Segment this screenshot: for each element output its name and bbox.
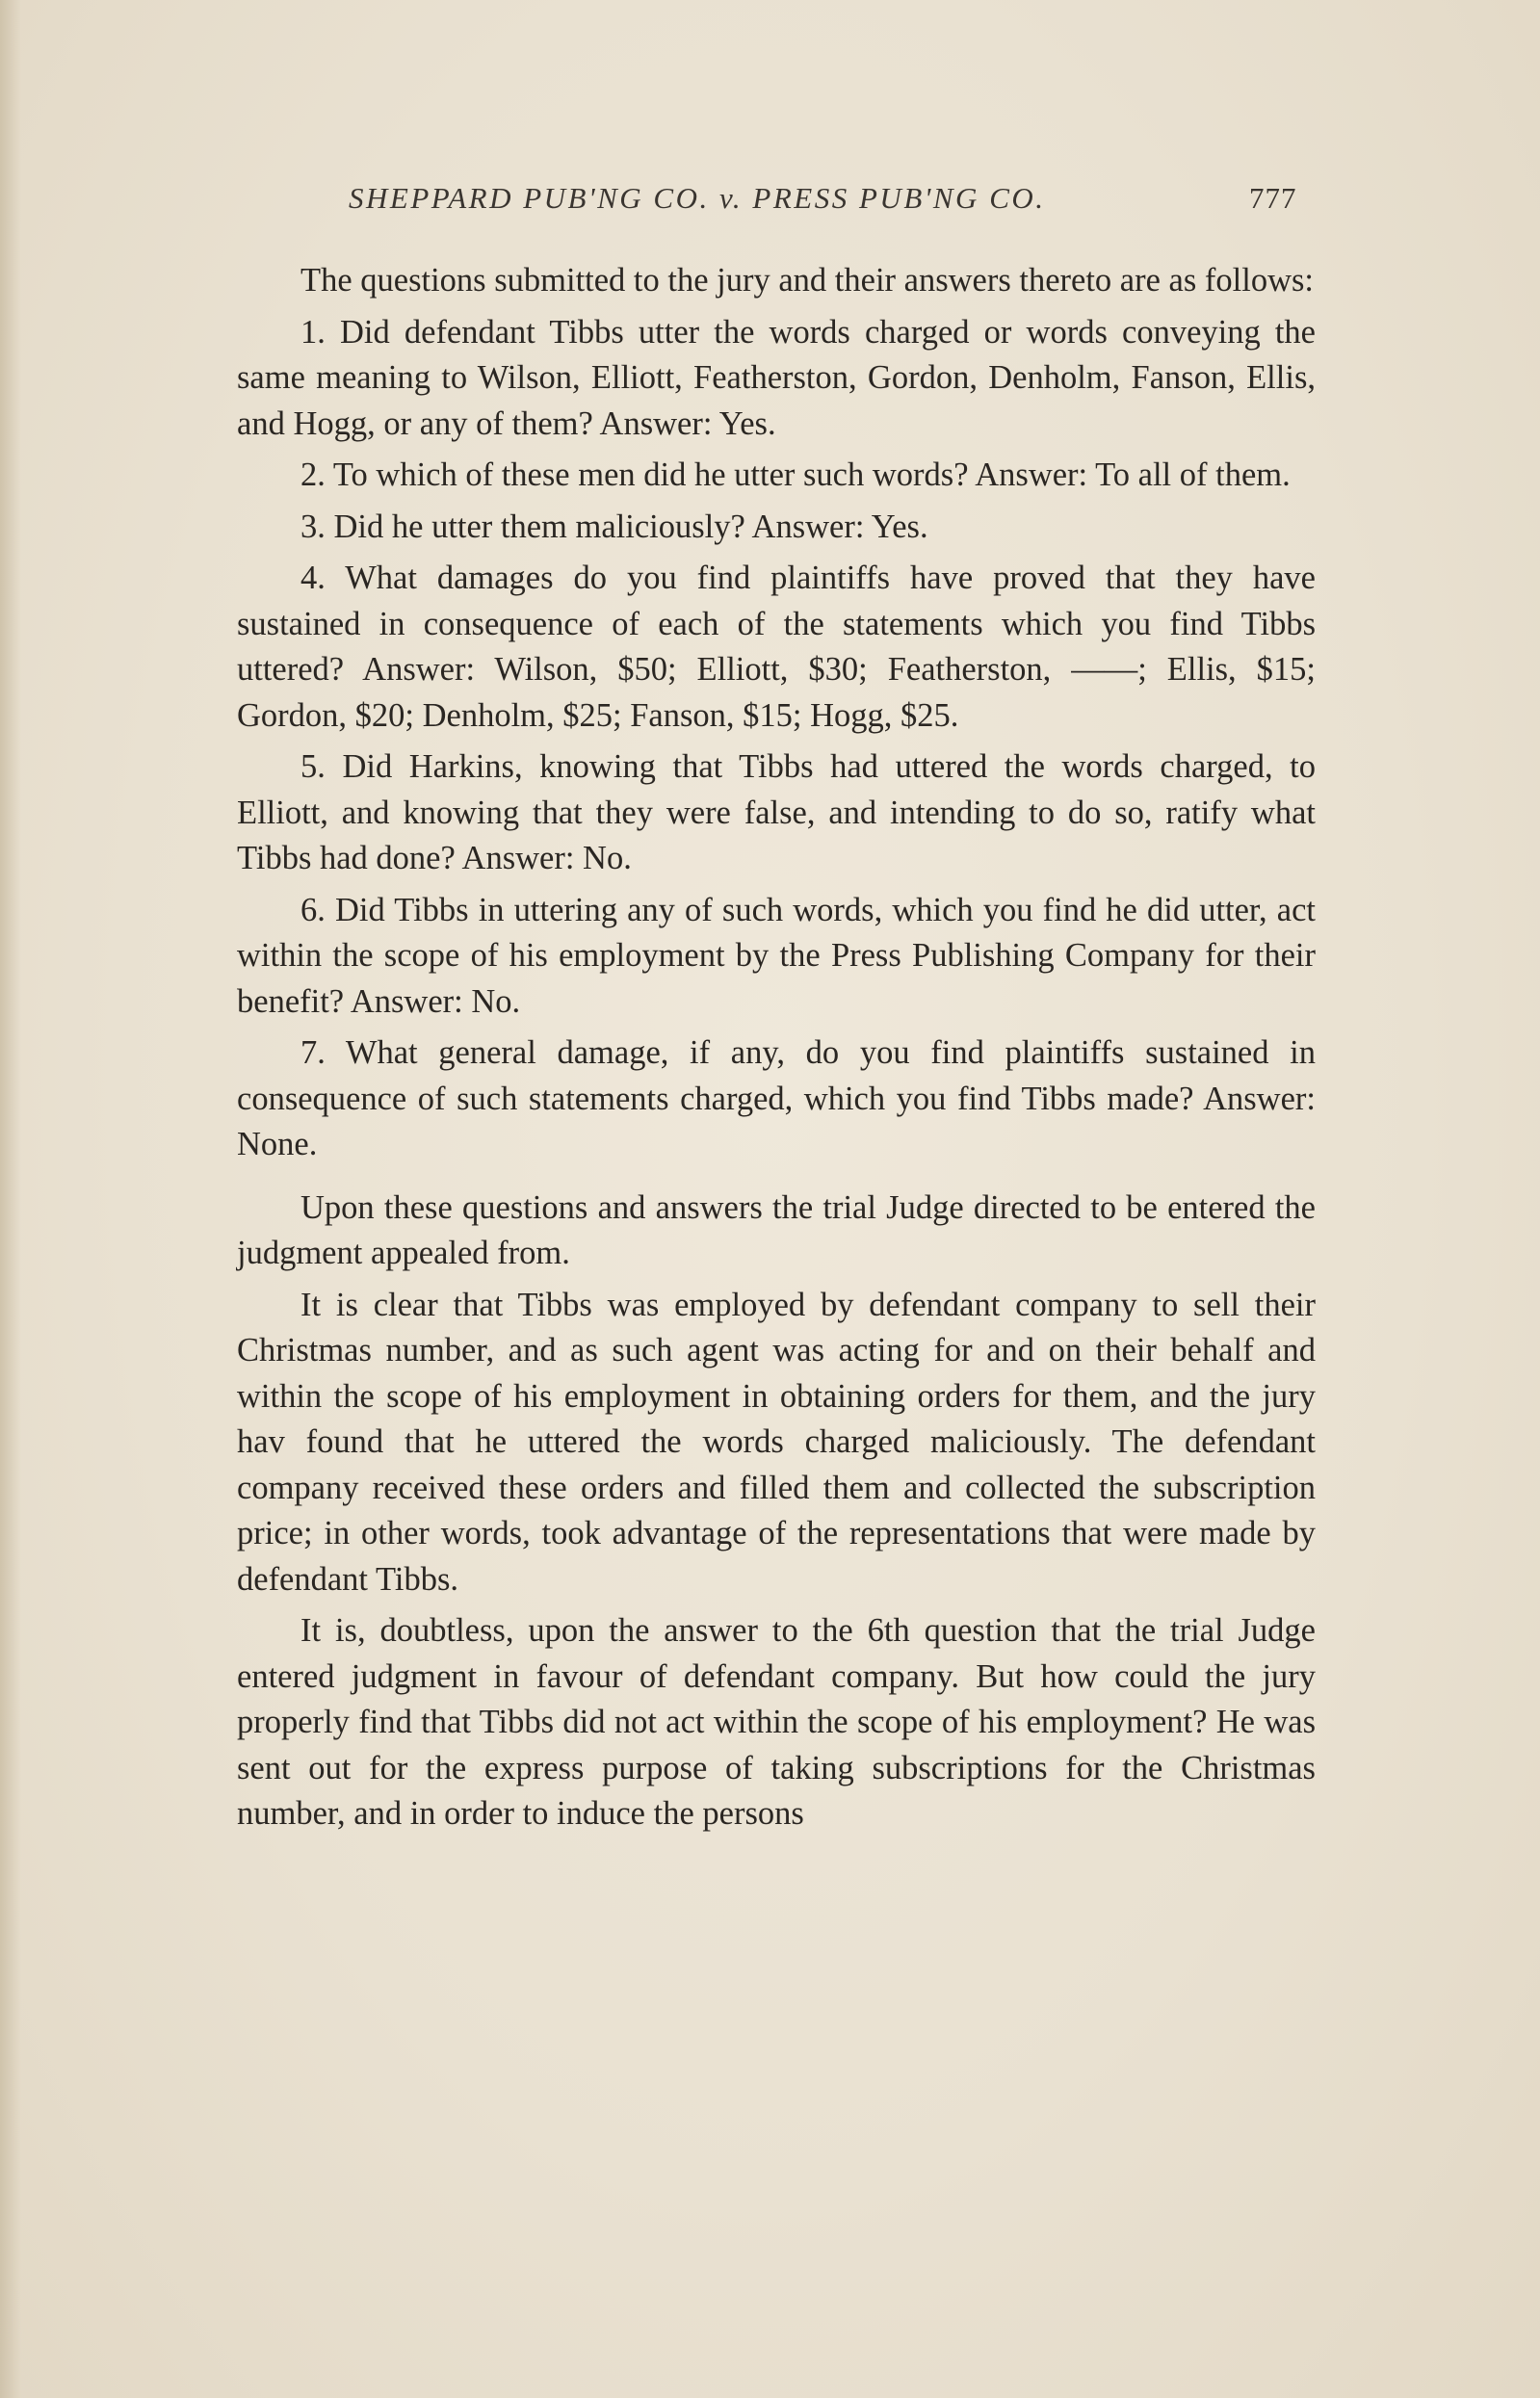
- intro-paragraph: The questions submitted to the jury and their answers thereto are as follows:: [300, 262, 1314, 299]
- question-6: 6. Did Tibbs in uttering any of such words, which you find he did utter, act within the scope of his employment by the Press Publishing Company for their benefit? Answer: No.: [237, 891, 1316, 1020]
- question-7: 7. What general damage, if any, do you find plaintiffs sustained in consequence of such statements charged, which you find Tibbs made? Answer: None.: [237, 1034, 1316, 1162]
- page-spine-shadow: [0, 0, 21, 2398]
- agency-paragraph: It is clear that Tibbs was employed by defendant company to sell their Christmas number, and as such agent was acting for and on their behalf and within the scope of his employment in obtaining orders for them, and the jury hav found that he uttered the words charged maliciously. The defendant company received these orders and filled them and collected the subscription price; in other words, took advantage of the representations that were made by defendant Tibbs.: [237, 1286, 1316, 1598]
- question-5: 5. Did Harkins, knowing that Tibbs had uttered the words charged, to Elliott, and knowing that they were false, and intending to do so, ratify what Tibbs had done? Answer: No.: [237, 748, 1316, 876]
- judgment-paragraph: Upon these questions and answers the trial Judge directed to be entered the judgment appealed from.: [237, 1188, 1316, 1271]
- running-title: SHEPPARD PUB'NG CO. v. PRESS PUB'NG CO.: [349, 181, 1046, 215]
- running-header: [349, 181, 1331, 229]
- question-1: 1. Did defendant Tibbs utter the words charged or words conveying the same meaning to Wilson, Elliott, Featherston, Gordon, Denholm, Fanson, Ellis, and Hogg, or any of them? Answer: Yes.: [237, 313, 1316, 442]
- question-2: 2. To which of these men did he utter such words? Answer: To all of them.: [300, 456, 1291, 493]
- question-4: 4. What damages do you find plaintiffs have proved that they have sustained in consequence of each of the statements which you find Tibbs uttered? Answer: Wilson, $50; Elliott, $30; Featherston, ——; Ellis, $15; Gordon, $20; Denholm, $25; Fanson, $15; Hogg, $25.: [237, 560, 1316, 734]
- question-3: 3. Did he utter them maliciously? Answer: Yes.: [300, 508, 928, 545]
- scope-paragraph: It is, doubtless, upon the answer to the 6th question that the trial Judge entered judgment in favour of defendant company. But how could the jury properly find that Tibbs did not act within the scope of his employment? He was sent out for the express purpose of taking subscriptions for the Christmas number, and in order to induce the persons: [237, 1612, 1316, 1832]
- page-number: 777: [1249, 181, 1297, 215]
- body-text: [237, 258, 1316, 1843]
